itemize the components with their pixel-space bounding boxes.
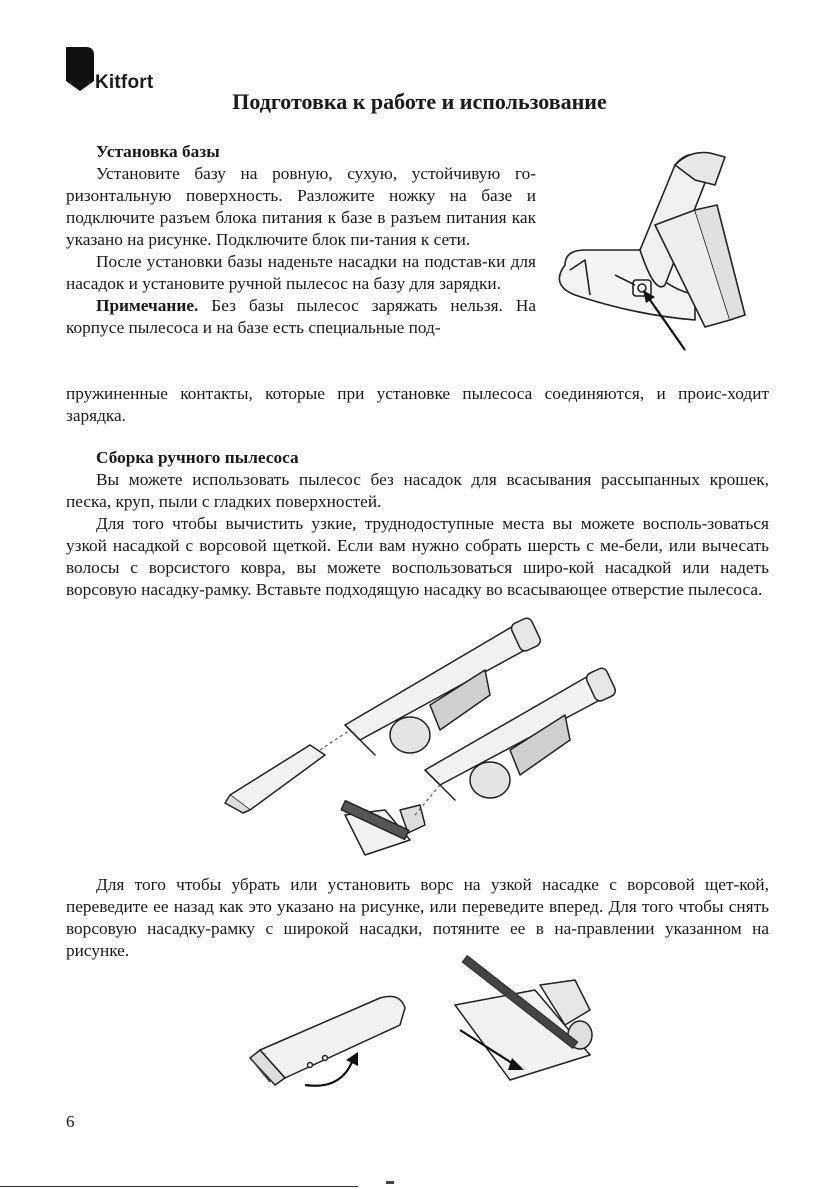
note-rest: пружиненные контакты, которые при установке пылесоса соединяются, и проис-ходит зарядка. xyxy=(66,384,769,425)
section-base xyxy=(66,141,536,339)
logo-mark-icon xyxy=(66,47,94,91)
vacuum-attachments-illustration xyxy=(225,615,625,865)
page-title: Подготовка к работе и использование xyxy=(232,89,607,114)
section-base-note-continued xyxy=(66,383,769,427)
section-base-paragraph-2: После установки базы наденьте насадки на подстав-ки для насадок и установите ручной пылесос на базу для зарядки. xyxy=(66,252,536,293)
section-assembly-paragraph-2: Для того чтобы вычистить узкие, труднодоступные места вы можете восполь-зоваться узкой насадкой с ворсовой щеткой. Если вам нужно собрать шерсть с ме-бели, или вычесать волосы с ворсистого ковра, вы можете воспользоваться широ-кой насадкой или надеть ворсовую насадку-рамку. Вставьте подходящую насадку во всасывающее отверстие пылесоса. xyxy=(66,514,769,599)
section-assembly-paragraph-1: Вы можете использовать пылесос без насадок для всасывания рассыпанных крошек, песка, круп, пыли с гладких поверхностей. xyxy=(66,470,769,511)
section-assembly xyxy=(66,447,769,601)
wide-nozzle-frame-illustration xyxy=(440,970,610,1090)
bottom-rule xyxy=(0,1186,358,1187)
bottom-mark xyxy=(386,1181,394,1184)
note-label: Примечание. xyxy=(96,296,199,315)
page-number: 6 xyxy=(66,1112,75,1131)
charging-base-illustration xyxy=(545,145,770,355)
brand-name: Kitfort xyxy=(95,72,154,93)
section-base-note xyxy=(66,295,536,339)
section-base-paragraph-1: Установите базу на ровную, сухую, устойчивую го-ризонтальную поверхность. Разложите ножку на базе и подключите разъем блока питания к базе в разъем питания как указано на рисунке. Подключите блок пи-тания к сети. xyxy=(66,164,536,249)
narrow-nozzle-bristle-illustration xyxy=(240,990,415,1095)
section-assembly-continued xyxy=(66,874,769,962)
section-base-heading: Установка базы xyxy=(96,142,220,161)
note-lead: Без базы пылесос заряжать нельзя. На корпусе пылесоса и на базе есть специальные под- xyxy=(66,296,536,337)
section-assembly-paragraph-3: Для того чтобы убрать или установить ворс на узкой насадке с ворсовой щет-кой, переведите ее назад как это указано на рисунке, или переведите вперед. Для того чтобы снять ворсовую насадку-рамку с широкой насадки, потяните ее в на-правлении указанном на рисунке. xyxy=(66,875,769,960)
section-assembly-heading: Сборка ручного пылесоса xyxy=(96,448,299,467)
